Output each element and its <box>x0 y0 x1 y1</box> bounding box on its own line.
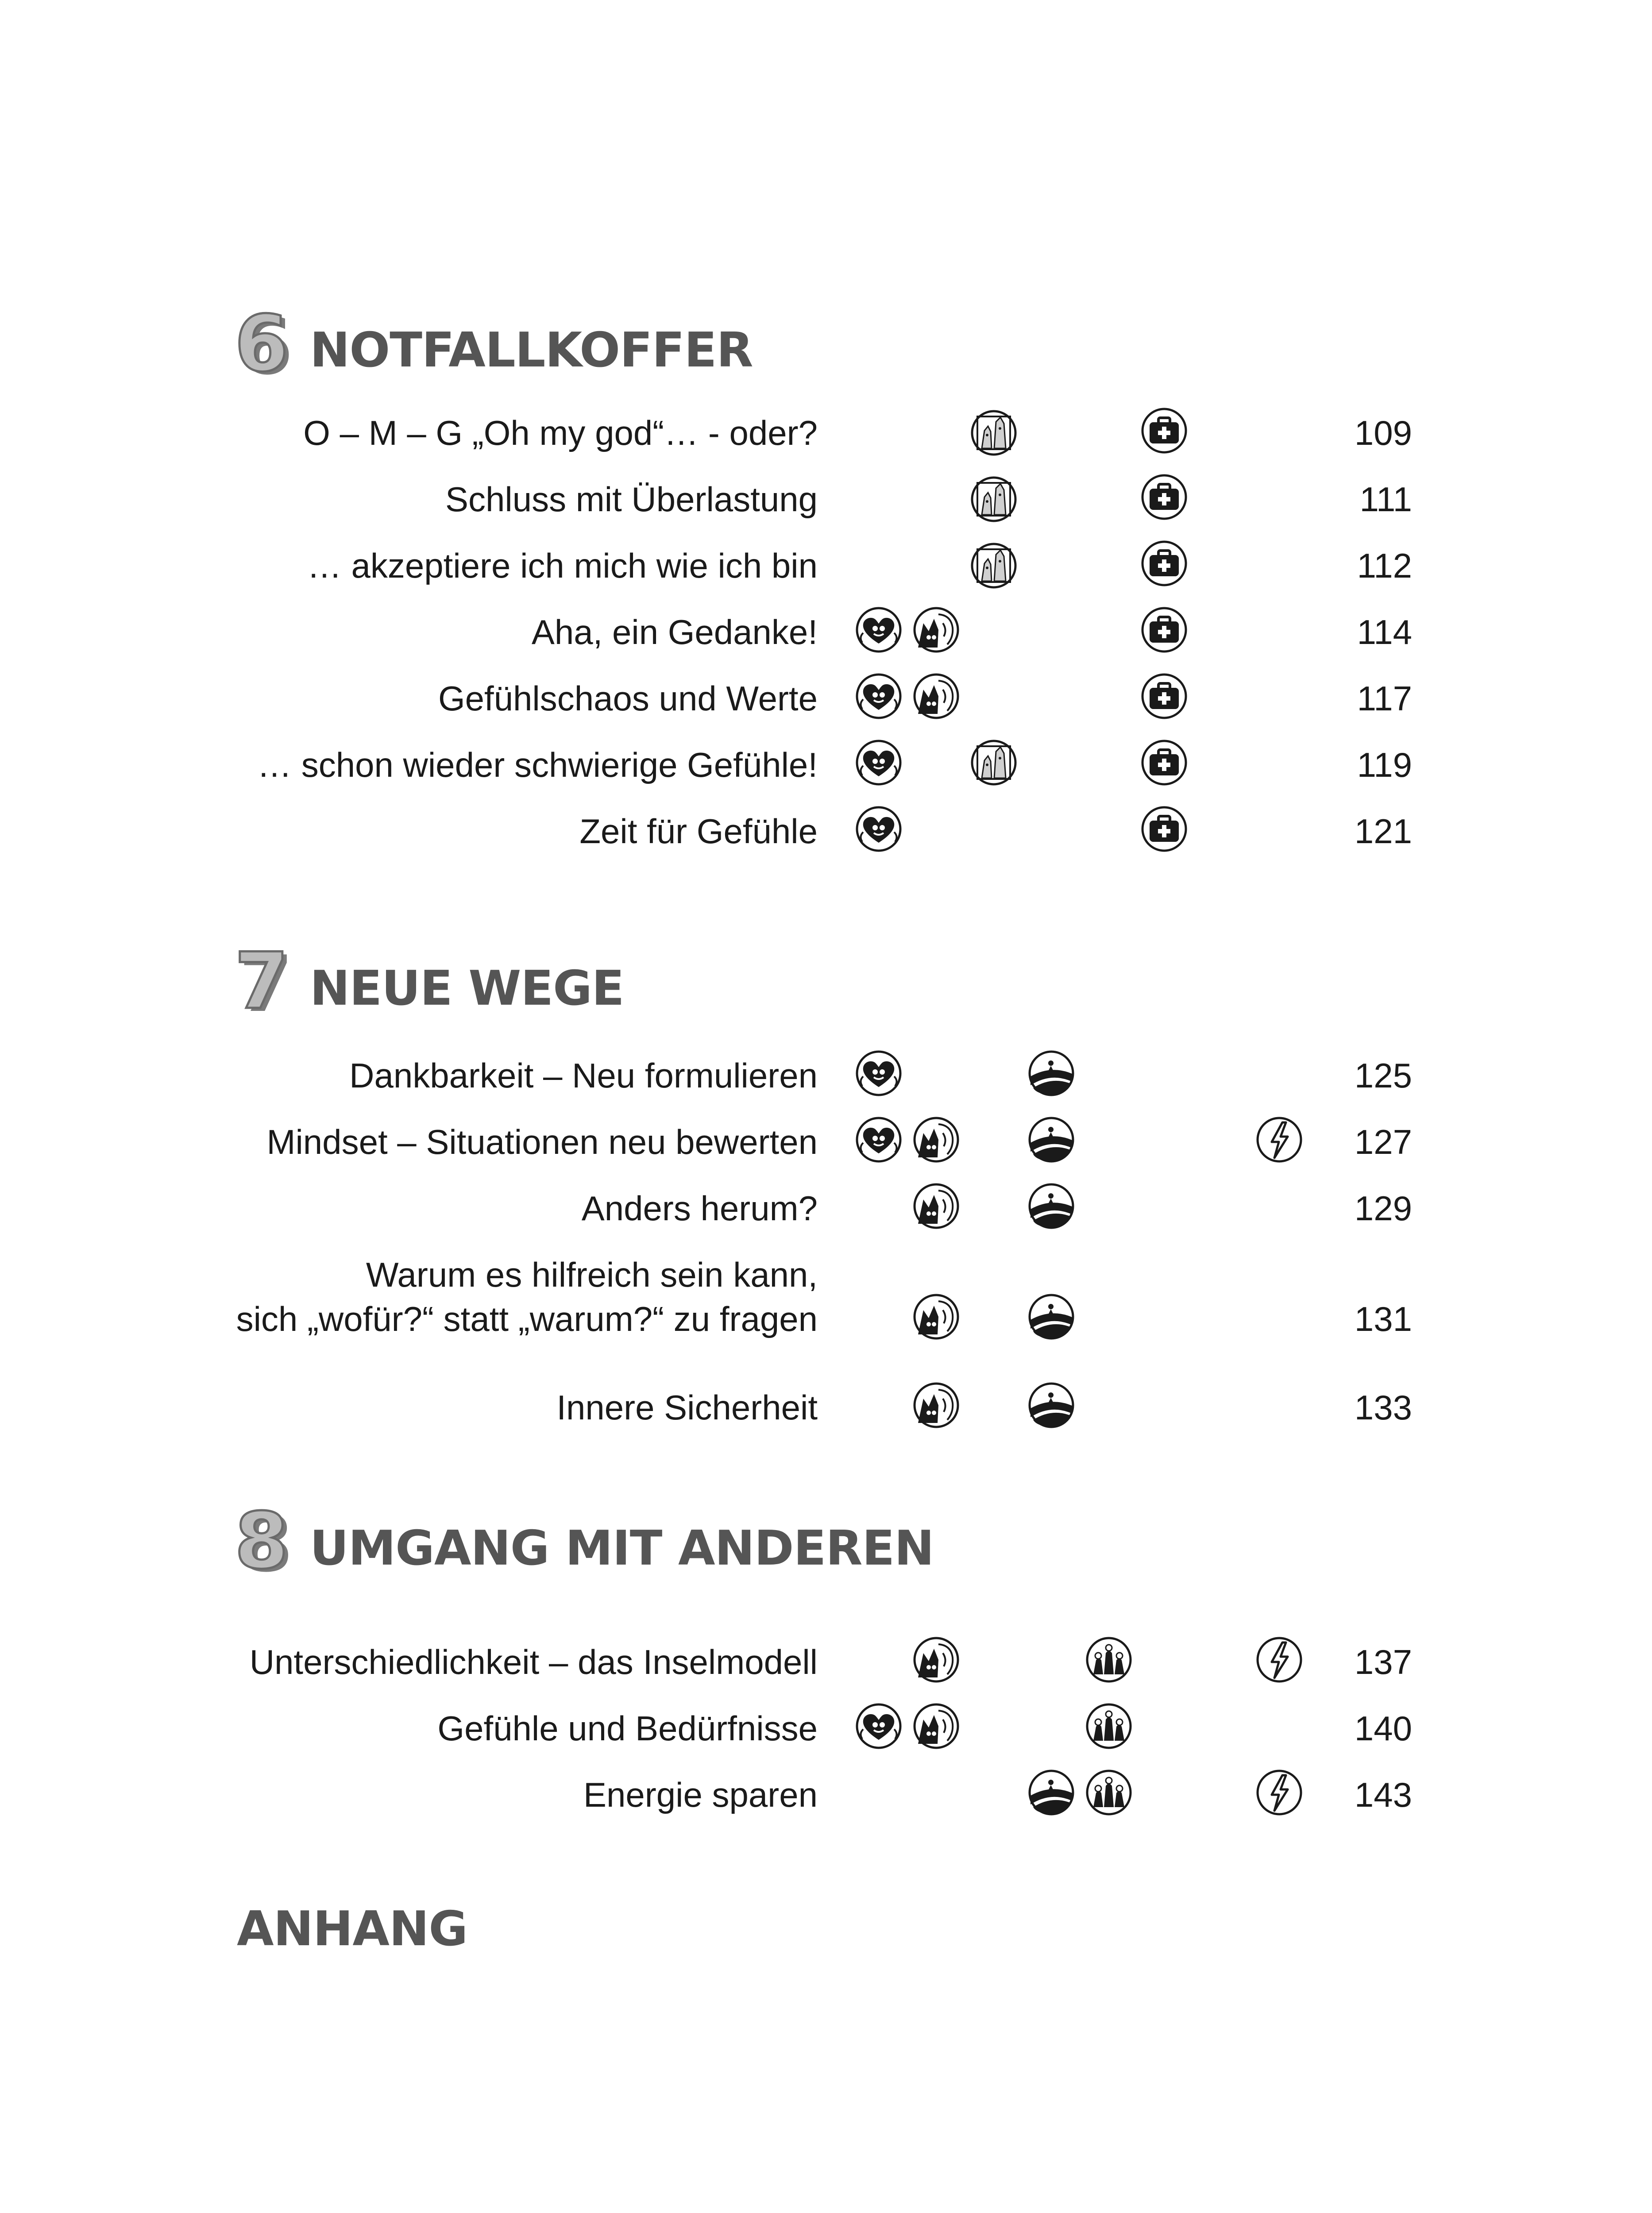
landscape-icon <box>1027 1292 1076 1341</box>
head-icon <box>912 1381 961 1430</box>
toc-entry-title[interactable]: Mindset – Situationen neu bewerten <box>266 1122 818 1161</box>
head-icon <box>912 1702 961 1750</box>
toc-entry-page[interactable]: 119 <box>1357 745 1412 784</box>
toc-entry-title[interactable]: Zeit für Gefühle <box>579 812 818 851</box>
toc-entry-page[interactable]: 131 <box>1354 1299 1412 1338</box>
toc-entry-page[interactable]: 112 <box>1357 546 1412 585</box>
lightning-icon <box>1255 1635 1304 1684</box>
toc-entry-page[interactable]: 121 <box>1354 812 1412 851</box>
group-icon <box>1085 1702 1133 1750</box>
head-icon <box>912 1635 961 1684</box>
toc-entry-page[interactable]: 127 <box>1354 1122 1412 1161</box>
first-aid-kit-icon <box>1140 672 1189 721</box>
toc-entry-title[interactable]: Aha, ein Gedanke! <box>531 613 818 652</box>
head-icon <box>912 1182 961 1230</box>
toc-entry-page[interactable]: 114 <box>1357 613 1412 652</box>
head-icon <box>912 1292 961 1341</box>
toc-entry-title[interactable]: Gefühle und Bedürfnisse <box>437 1709 818 1748</box>
chapter-title: NEUE WEGE <box>310 961 624 1016</box>
landscape-icon <box>1027 1381 1076 1430</box>
toc-entry-title[interactable]: Unterschiedlichkeit – das Inselmodell <box>249 1642 818 1681</box>
group-icon <box>1085 1635 1133 1684</box>
toc-entry-title[interactable]: Dankbarkeit – Neu formulieren <box>349 1056 818 1095</box>
figures-icon <box>969 541 1018 590</box>
heart-icon <box>854 605 903 654</box>
landscape-icon <box>1027 1115 1076 1164</box>
group-icon <box>1085 1768 1133 1817</box>
figures-icon <box>969 409 1018 457</box>
toc-entry-title-line2[interactable]: sich „wofür?“ statt „warum?“ zu fragen <box>236 1299 818 1338</box>
toc-entry-title[interactable]: Gefühlschaos und Werte <box>438 679 818 718</box>
toc-entry-title[interactable]: O – M – G „Oh my god“… - oder? <box>303 413 818 452</box>
heart-icon <box>854 1115 903 1164</box>
chapter-title: UMGANG MIT ANDEREN <box>310 1521 934 1576</box>
toc-entry-page[interactable]: 125 <box>1354 1056 1412 1095</box>
first-aid-kit-icon <box>1140 805 1189 853</box>
chapter-number: 6 <box>235 299 289 389</box>
chapter-number: 7 <box>235 937 289 1026</box>
toc-entry-page[interactable]: 117 <box>1357 679 1412 718</box>
first-aid-kit-icon <box>1140 473 1189 521</box>
heart-icon <box>854 805 903 853</box>
head-icon <box>912 1115 961 1164</box>
toc-entry-page[interactable]: 143 <box>1354 1775 1412 1814</box>
toc-entry-page[interactable]: 111 <box>1359 480 1412 519</box>
chapter-number: 8 <box>235 1496 289 1586</box>
heart-icon <box>854 1049 903 1098</box>
landscape-icon <box>1027 1768 1076 1817</box>
toc-entry-title[interactable]: … schon wieder schwierige Gefühle! <box>257 745 818 784</box>
first-aid-kit-icon <box>1140 605 1189 654</box>
head-icon <box>912 672 961 721</box>
toc-entry-title[interactable]: Innere Sicherheit <box>556 1388 818 1427</box>
lightning-icon <box>1255 1768 1304 1817</box>
landscape-icon <box>1027 1049 1076 1098</box>
toc-entry-title[interactable]: Schluss mit Überlastung <box>445 480 818 519</box>
appendix-title[interactable]: ANHANG <box>237 1901 467 1957</box>
first-aid-kit-icon <box>1140 738 1189 787</box>
toc-entry-page[interactable]: 129 <box>1354 1189 1412 1228</box>
toc-entry-title-line1[interactable]: Warum es hilfreich sein kann, <box>366 1255 818 1294</box>
toc-entry-page[interactable]: 109 <box>1354 413 1412 452</box>
heart-icon <box>854 738 903 787</box>
heart-icon <box>854 672 903 721</box>
head-icon <box>912 605 961 654</box>
figures-icon <box>969 738 1018 787</box>
landscape-icon <box>1027 1182 1076 1230</box>
toc-entry-title[interactable]: … akzeptiere ich mich wie ich bin <box>307 546 818 585</box>
first-aid-kit-icon <box>1140 539 1189 588</box>
toc-entry-page[interactable]: 137 <box>1354 1642 1412 1681</box>
toc-entry-title[interactable]: Anders herum? <box>581 1189 818 1228</box>
toc-entry-title[interactable]: Energie sparen <box>583 1775 818 1814</box>
toc-entry-page[interactable]: 140 <box>1354 1709 1412 1748</box>
figures-icon <box>969 475 1018 524</box>
toc-entry-page[interactable]: 133 <box>1354 1388 1412 1427</box>
lightning-icon <box>1255 1115 1304 1164</box>
heart-icon <box>854 1702 903 1750</box>
chapter-title: NOTFALLKOFFER <box>310 323 753 378</box>
first-aid-kit-icon <box>1140 406 1189 455</box>
